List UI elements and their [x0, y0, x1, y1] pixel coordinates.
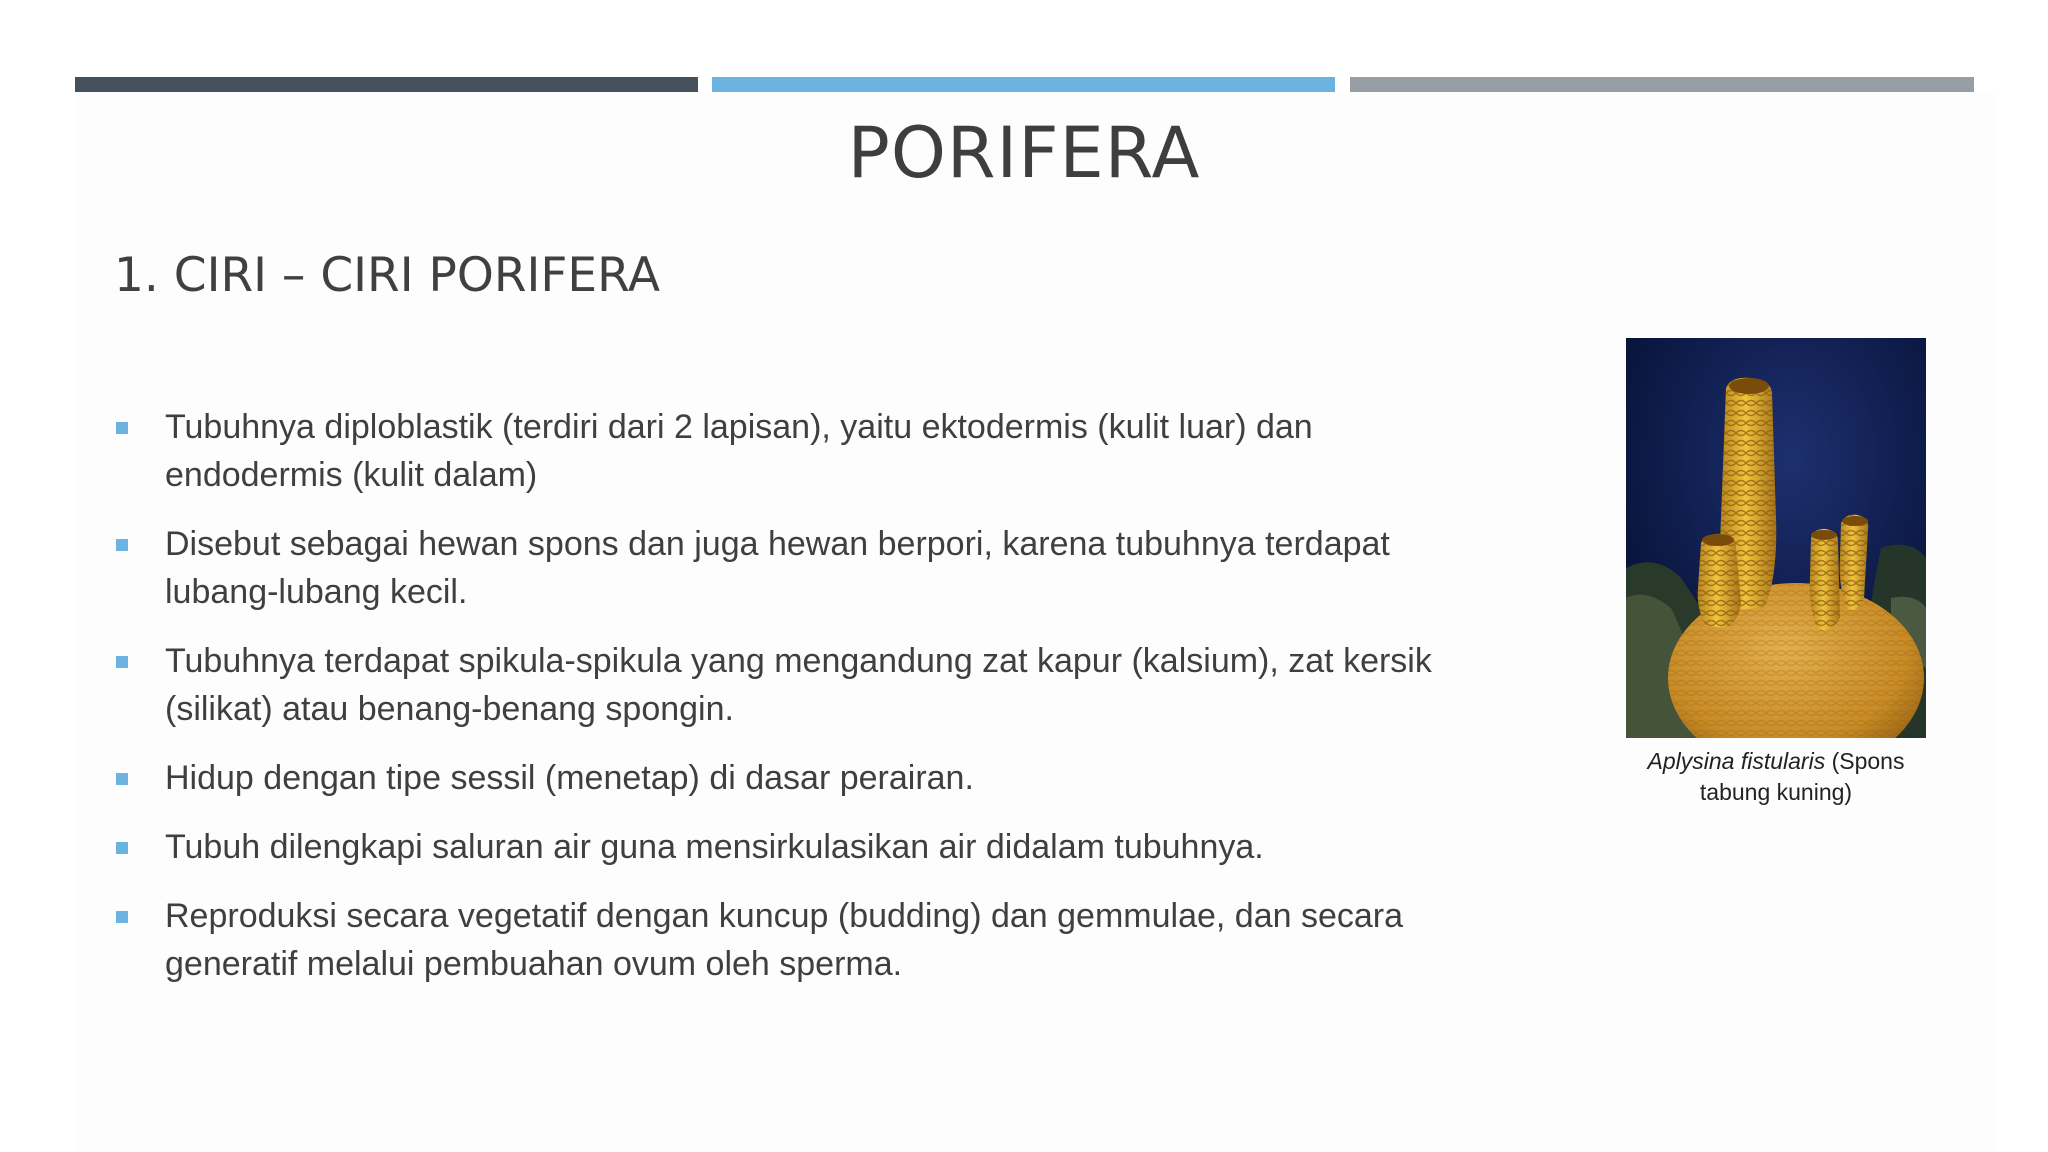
slide-title: PORIFERA — [847, 112, 1201, 194]
square-bullet-icon — [116, 842, 128, 854]
square-bullet-icon — [116, 911, 128, 923]
bullet-item — [114, 823, 1454, 871]
bullet-item — [114, 403, 1454, 499]
bullet-item — [114, 637, 1454, 733]
sponge-photo — [1626, 338, 1926, 738]
figure-caption — [1626, 746, 1926, 808]
top-accent-bar-dark — [75, 77, 698, 92]
square-bullet-icon — [116, 656, 128, 668]
bullet-text: Tubuhnya diploblastik (terdiri dari 2 lapisan), yaitu ektodermis (kulit luar) dan endodermis (kulit dalam) — [165, 408, 1313, 494]
bullet-text: Disebut sebagai hewan spons dan juga hewan berpori, karena tubuhnya terdapat lubang-lubang kecil. — [165, 525, 1390, 611]
bullet-item — [114, 754, 1454, 802]
section-heading: 1. CIRI – CIRI PORIFERA — [114, 248, 660, 303]
bullet-item — [114, 520, 1454, 616]
top-accent-bar-gray — [1350, 77, 1974, 92]
caption-common-name: (Spons tabung kuning) — [1699, 748, 1905, 805]
square-bullet-icon — [116, 773, 128, 785]
bullet-item — [114, 892, 1454, 988]
top-accent-bar-blue — [712, 77, 1335, 92]
caption-species-name: Aplysina fistularis — [1647, 748, 1826, 774]
bullet-text: Tubuh dilengkapi saluran air guna mensirkulasikan air didalam tubuhnya. — [165, 828, 1264, 866]
square-bullet-icon — [116, 539, 128, 551]
square-bullet-icon — [116, 422, 128, 434]
bullet-list — [114, 403, 1454, 1009]
sponge-figure — [1626, 338, 1926, 808]
bullet-text: Reproduksi secara vegetatif dengan kuncup (budding) dan gemmulae, dan secara generatif melalui pembuahan ovum oleh sperma. — [165, 897, 1404, 983]
bullet-text: Hidup dengan tipe sessil (menetap) di dasar perairan. — [165, 759, 974, 797]
bullet-text: Tubuhnya terdapat spikula-spikula yang mengandung zat kapur (kalsium), zat kersik (silikat) atau benang-benang spongin. — [165, 642, 1432, 728]
